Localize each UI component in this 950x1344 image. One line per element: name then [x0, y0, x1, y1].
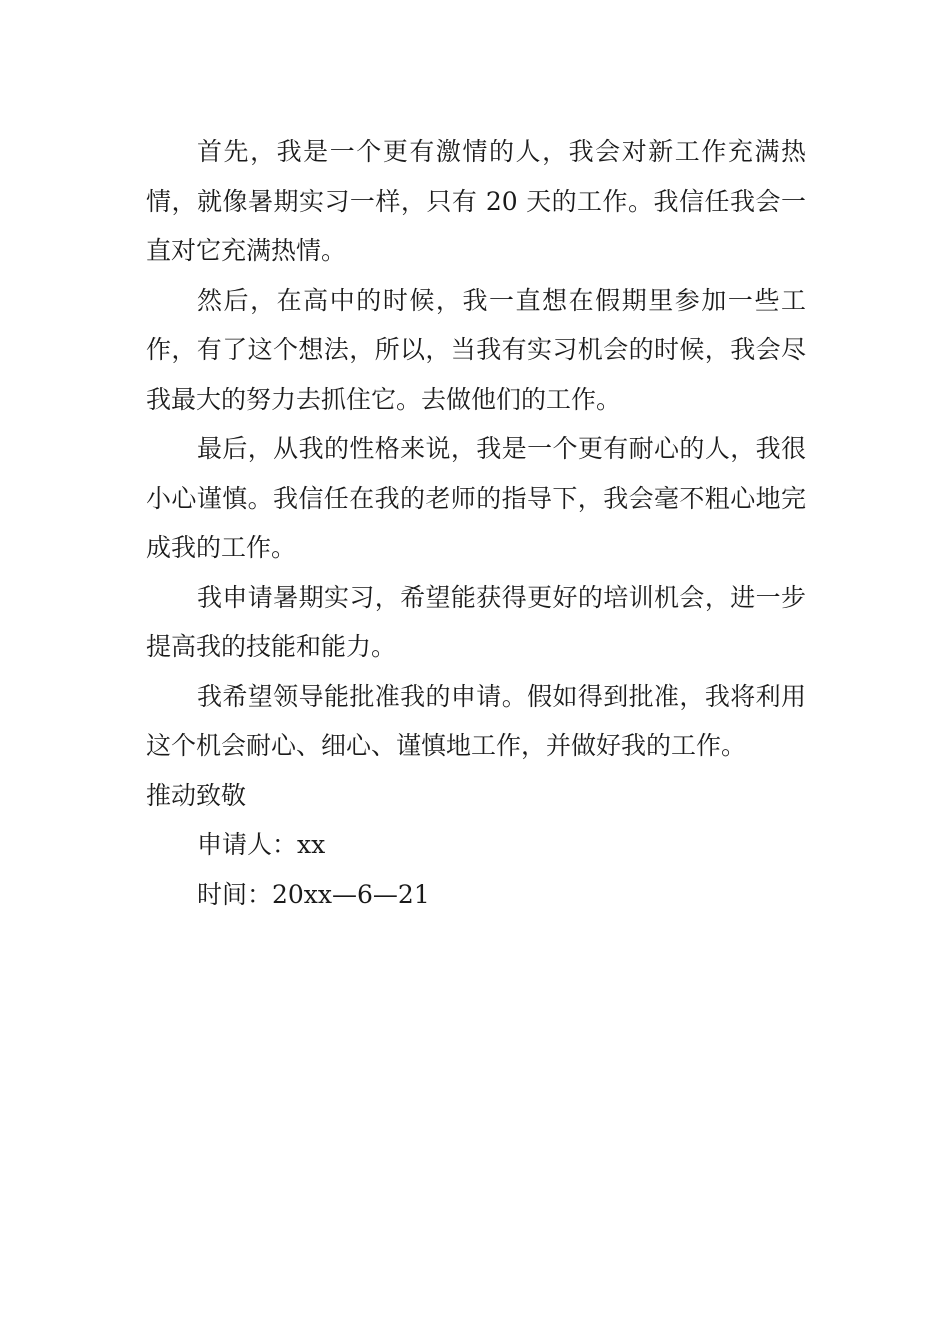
paragraph-5: 我希望领导能批准我的申请。假如得到批准，我将利用这个机会耐心、细心、谨慎地工作，并做好我的工作。 — [146, 681, 806, 760]
paragraph-1: 首先，我是一个更有激情的人，我会对新工作充满热情，就像暑期实习一样，只有 20 天的工作。我信任我会一直对它充满热情。 — [146, 137, 806, 265]
paragraph-3: 最后，从我的性格来说，我是一个更有耐心的人，我很小心谨慎。我信任在我的老师的指导下，我会毫不粗心地完成我的工作。 — [146, 434, 806, 562]
paragraph-2: 然后，在高中的时候，我一直想在假期里参加一些工作，有了这个想法，所以，当我有实习机会的时候，我会尽我最大的努力去抓住它。去做他们的工作。 — [146, 285, 806, 414]
closing-salutation: 推动致敬 — [146, 780, 247, 810]
date-line: 时间：20xx—6—21 — [197, 879, 430, 909]
letter-body — [146, 127, 806, 919]
paragraph-4: 我申请暑期实习，希望能获得更好的培训机会，进一步提高我的技能和能力。 — [146, 582, 806, 661]
applicant-line: 申请人：xx — [197, 830, 326, 859]
